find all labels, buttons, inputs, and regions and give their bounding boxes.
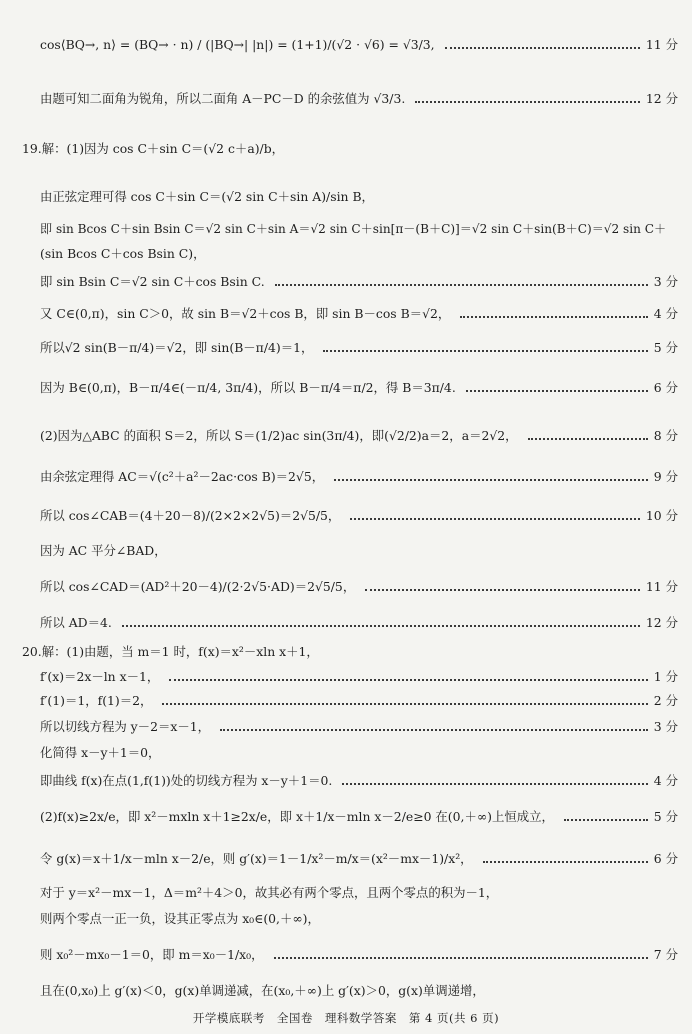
solution-line-text: (2)因为△ABC 的面积 S＝2，所以 S＝(1/2)ac sin(3π/4)，即(√2/2)a＝2，a＝2√2， [40,428,518,443]
solution-line [0,770,692,792]
score-label: 2 分 [653,693,678,708]
solution-line-text: 化简得 x－y＋1＝0， [40,745,161,760]
solution-line [0,716,692,738]
solution-line [0,271,692,293]
score-label: 4 分 [653,773,678,788]
dotted-leader [365,587,640,591]
solution-line-text: f′(1)＝1，f(1)＝2， [40,693,153,708]
solution-line-text: (sin Bcos C＋cos Bsin C)， [40,246,206,261]
solution-line [0,377,692,399]
score-label: 12 分 [645,91,678,106]
score-label: 12 分 [645,615,678,630]
dotted-leader [460,314,648,318]
dotted-leader [350,516,640,520]
dotted-leader [122,623,640,627]
dotted-leader [528,436,648,440]
score-label: 8 分 [653,428,678,443]
dotted-leader [275,282,648,286]
dotted-leader [274,955,648,959]
solution-line [0,303,692,325]
dotted-leader [323,348,648,352]
dotted-leader [466,388,648,392]
solution-line-text: f′(x)＝2x－ln x－1， [40,669,160,684]
solution-line [0,690,692,712]
dotted-leader [415,99,640,103]
page-footer: 开学模底联考 全国卷 理科数学答案 第 4 页(共 6 页) [192,1011,500,1025]
score-label: 10 分 [645,508,678,523]
solution-line [0,337,692,359]
solution-line-text: 则 x₀²－mx₀－1＝0，即 m＝x₀－1/x₀， [40,947,264,962]
solution-line [0,138,692,160]
solution-line-text: 且在(0,x₀)上 g′(x)＜0，g(x)单调递减，在(x₀,＋∞)上 g′(x)＞0，g(x)单调递增， [40,983,485,998]
score-label: 5 分 [653,809,678,824]
solution-line [0,641,692,663]
solution-line [0,882,692,904]
solution-line-text: 由题可知二面角为锐角，所以二面角 A－PC－D 的余弦值为 √3/3. [40,91,406,106]
dotted-leader [483,859,648,863]
score-label: 6 分 [653,851,678,866]
solution-line [0,944,692,966]
solution-line-text: 所以 AD＝4. [40,615,112,630]
solution-line [0,466,692,488]
solution-line [0,540,692,562]
solution-line-text: 由余弦定理得 AC＝√(c²＋a²－2ac·cos B)＝2√5， [40,469,325,484]
dotted-leader [334,477,648,481]
solution-line-text: 即 sin Bcos C＋sin Bsin C＝√2 sin C＋sin A＝√2 sin C＋sin[π－(B＋C)]＝√2 sin C＋sin(B＋C)＝√2 sin C＋ [40,222,667,236]
solution-line [0,612,692,634]
solution-line [0,908,692,930]
solution-line [0,980,692,1002]
solution-line-text: 即 sin Bsin C＝√2 sin C＋cos Bsin C. [40,274,265,289]
solution-line-text: 由正弦定理可得 cos C＋sin C＝(√2 sin C＋sin A)/sin B， [40,189,374,204]
dotted-leader [564,817,648,821]
solution-line-text: 又 C∈(0,π)，sin C＞0，故 sin B＝√2＋cos B，即 sin B－cos B＝√2， [40,306,451,321]
solution-line [0,218,692,240]
solution-line [0,666,692,688]
score-label: 3 分 [653,274,678,289]
score-label: 11 分 [645,37,678,52]
score-label: 7 分 [653,947,678,962]
solution-line [0,243,692,265]
solution-line [0,806,692,828]
solution-line-text: 所以切线方程为 y－2＝x－1， [40,719,210,734]
solution-line-text: cos⟨BQ→, n⟩ = (BQ→ · n) / (|BQ→| |n|) = (1+1)/(√2 · √6) = √3/3, [40,37,435,52]
score-label: 4 分 [653,306,678,321]
solution-line-text: 所以√2 sin(B－π/4)＝√2，即 sin(B－π/4)＝1， [40,340,314,355]
solution-line [0,425,692,447]
score-label: 11 分 [645,579,678,594]
score-label: 3 分 [653,719,678,734]
dotted-leader [162,701,648,705]
score-label: 1 分 [653,669,678,684]
score-label: 6 分 [653,380,678,395]
solution-line-text: 所以 cos∠CAB＝(4＋20－8)/(2×2×2√5)＝2√5/5， [40,508,341,523]
solution-line-text: (2)f(x)≥2x/e，即 x²－mxln x＋1≥2x/e，即 x＋1/x－mln x－2/e≥0 在(0,＋∞)上恒成立， [40,809,554,824]
solution-line [0,186,692,208]
dotted-leader [220,727,648,731]
score-label: 9 分 [653,469,678,484]
solution-line-text: 所以 cos∠CAD＝(AD²＋20－4)/(2·2√5·AD)＝2√5/5， [40,579,356,594]
solution-line [0,848,692,870]
solution-line-text: 即曲线 f(x)在点(1,f(1))处的切线方程为 x－y＋1＝0. [40,773,333,788]
solution-line-text: 19.解：(1)因为 cos C＋sin C＝(√2 c＋a)/b， [22,141,285,156]
solution-line [0,88,692,110]
solution-line [0,742,692,764]
solution-line-text: 则两个零点一正一负，设其正零点为 x₀∈(0,＋∞)， [40,911,320,926]
dotted-leader [445,45,640,49]
solution-line-text: 令 g(x)＝x＋1/x－mln x－2/e，则 g′(x)＝1－1/x²－m/x＝(x²－mx－1)/x²， [40,851,473,866]
dotted-leader [169,677,648,681]
solution-line [0,34,692,56]
dotted-leader [342,781,648,785]
solution-line [0,576,692,598]
solution-line [0,505,692,527]
solution-line-text: 因为 B∈(0,π)，B－π/4∈(－π/4, 3π/4)，所以 B－π/4＝π/2，得 B＝3π/4. [40,380,456,395]
solution-line-text: 对于 y＝x²－mx－1，Δ＝m²＋4＞0，故其必有两个零点，且两个零点的积为－1， [40,885,499,900]
solution-line-text: 20.解：(1)由题，当 m＝1 时，f(x)＝x²－xln x＋1， [22,644,319,659]
score-label: 5 分 [653,340,678,355]
solution-line-text: 因为 AC 平分∠BAD， [40,543,167,558]
